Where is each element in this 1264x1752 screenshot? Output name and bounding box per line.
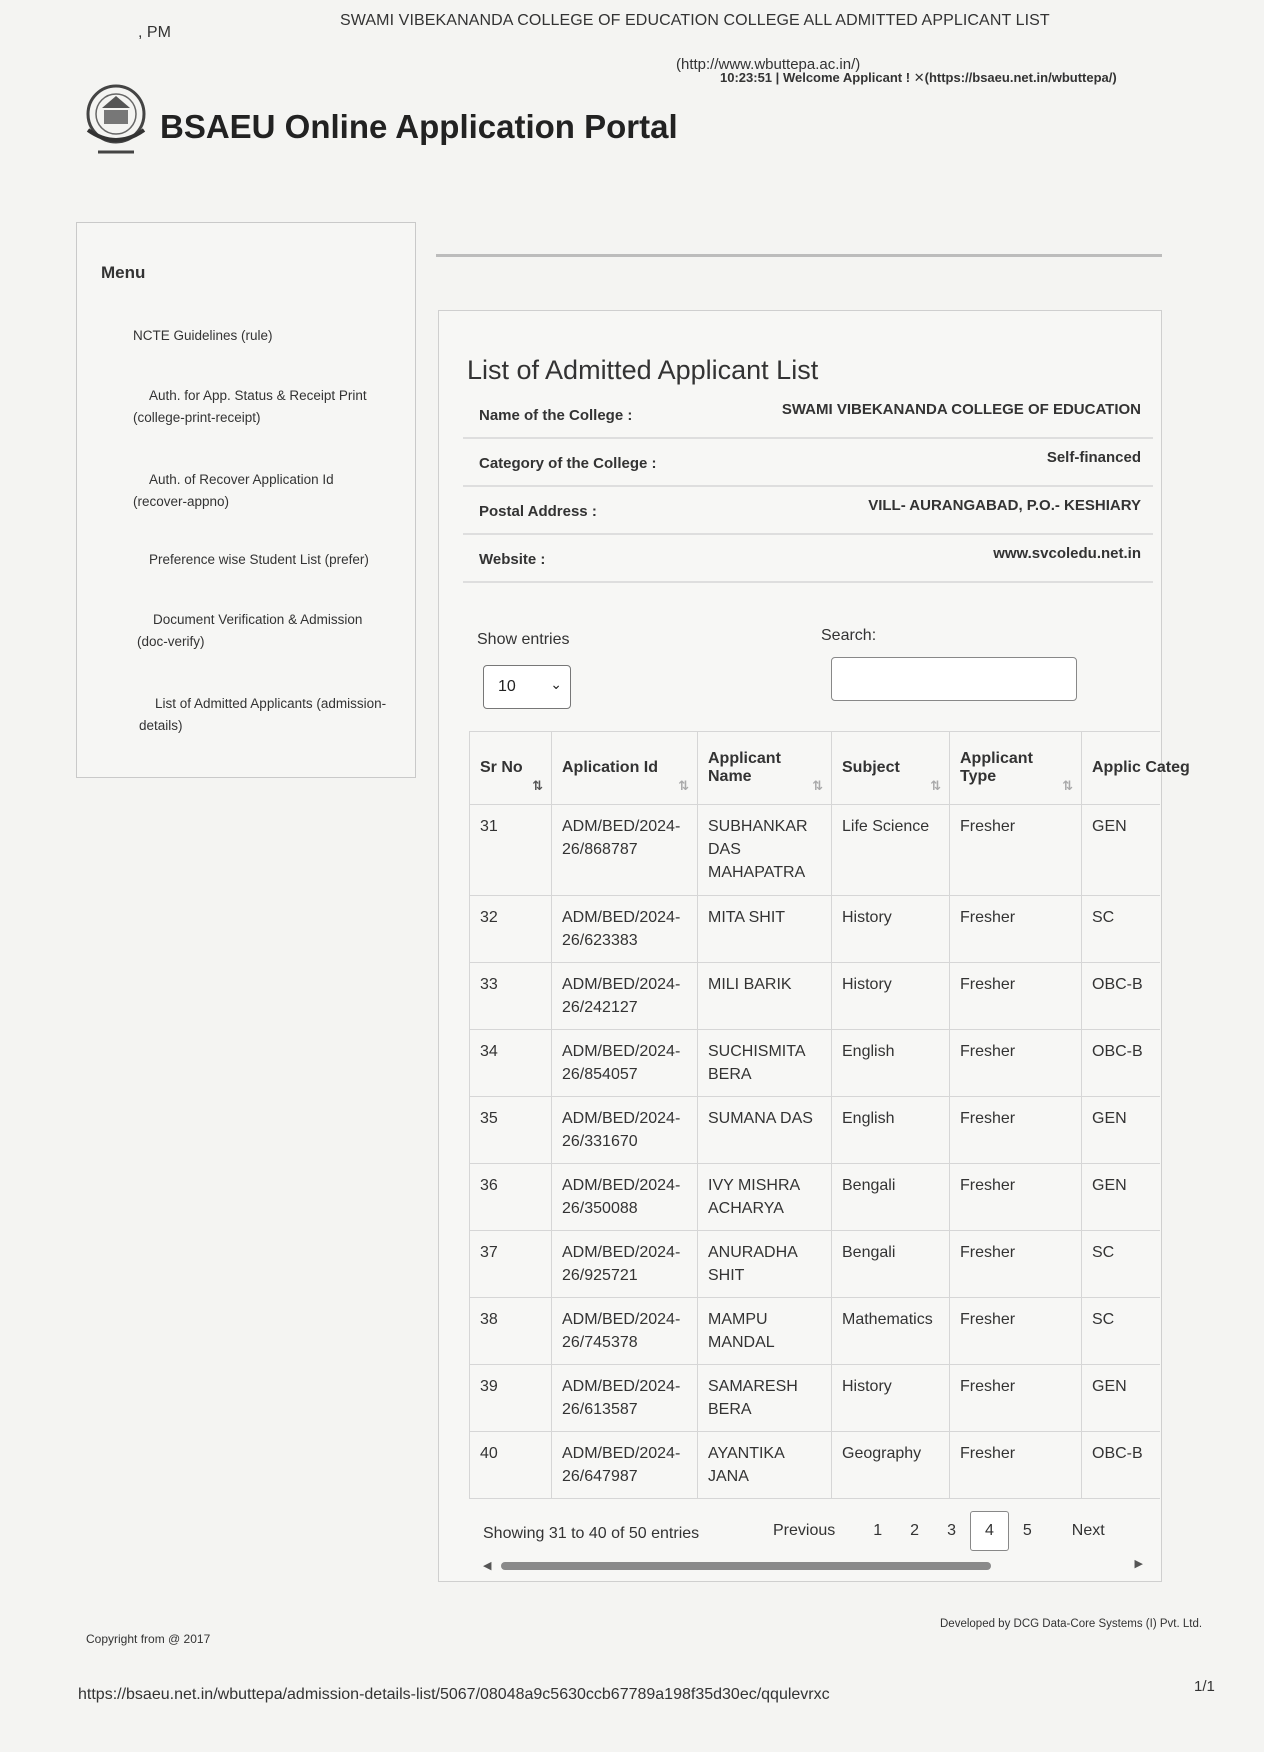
- divider: [436, 254, 1162, 257]
- portal-title: BSAEU Online Application Portal: [160, 108, 678, 145]
- table-row: 40 ADM/BED/2024-26/647987 AYANTIKA JANA Geography Fresher OBC-B: [470, 1432, 1160, 1499]
- admitted-list-panel: [438, 310, 1190, 1582]
- table-row: 39 ADM/BED/2024-26/613587 SAMARESH BERA History Fresher GEN: [470, 1365, 1160, 1432]
- print-title: SWAMI VIBEKANANDA COLLEGE OF EDUCATION COLLEGE ALL ADMITTED APPLICANT LIST: [340, 12, 1050, 29]
- info-row-college-category: Category of the College : Self-financed: [463, 437, 1153, 487]
- sort-arrows-icon: ⇅: [930, 778, 941, 793]
- previous-button[interactable]: Previous: [773, 1522, 836, 1539]
- next-button[interactable]: Next: [1071, 1522, 1105, 1539]
- sort-arrows-icon: ⇅: [812, 778, 823, 793]
- sort-arrows-icon: ⇅: [1062, 778, 1073, 793]
- table-row: 33 ADM/BED/2024-26/242127 MILI BARIK History Fresher OBC-B: [470, 963, 1160, 1030]
- menu-item-admitted-applicants[interactable]: List of Admitted Applicants (admission- details): [139, 696, 387, 733]
- admitted-applicants-table: [469, 731, 1190, 1499]
- page-button-4[interactable]: 4: [970, 1511, 1009, 1551]
- welcome-text: Welcome Applicant !: [782, 70, 911, 85]
- close-icon[interactable]: ✕: [913, 70, 925, 85]
- page-button-5[interactable]: 5: [1022, 1522, 1032, 1539]
- chevron-down-icon: ⌄: [550, 676, 562, 692]
- page-button-3[interactable]: 3: [947, 1522, 956, 1539]
- menu-item-preference-list[interactable]: Preference wise Student List (prefer): [149, 552, 369, 567]
- column-header-applicant-name[interactable]: Applicant Name ⇅: [698, 732, 832, 805]
- copyright: Copyright from @ 2017: [86, 1632, 211, 1646]
- menu-title: Menu: [101, 263, 146, 282]
- sort-arrows-icon: ⇅: [678, 778, 689, 793]
- pagination: [759, 1511, 1119, 1551]
- page-number: 1/1: [1194, 1678, 1215, 1695]
- portal-link[interactable]: (https://bsaeu.net.in/wbuttepa/): [924, 70, 1117, 85]
- scroll-right-icon[interactable]: ▶: [1134, 1558, 1143, 1570]
- menu-item-recover-appno[interactable]: Auth. of Recover Application Id (recover-appno): [133, 472, 334, 509]
- table-row: 32 ADM/BED/2024-26/623383 MITA SHIT History Fresher SC: [470, 896, 1160, 963]
- page-url: https://bsaeu.net.in/wbuttepa/admission-details-list/5067/08048a9c5630ccb67789a198f35d30ec/qqulevrxc: [78, 1686, 830, 1703]
- developer-credit: Developed by DCG Data-Core Systems (I) Pvt. Ltd.: [940, 1618, 1203, 1630]
- table-header-row: [470, 732, 1160, 805]
- separator: |: [775, 70, 780, 85]
- external-site-link[interactable]: (http://www.wbuttepa.ac.in/): [676, 56, 861, 73]
- search-input[interactable]: [831, 657, 1077, 701]
- table-row: 35 ADM/BED/2024-26/331670 SUMANA DAS English Fresher GEN: [470, 1097, 1160, 1164]
- table-row: 31 ADM/BED/2024-26/868787 SUBHANKAR DAS MAHAPATRA Life Science Fresher GEN: [470, 805, 1160, 896]
- column-header-subject[interactable]: Subject ⇅: [832, 732, 950, 805]
- page-button-1[interactable]: 1: [873, 1522, 883, 1539]
- showing-entries-info: Showing 31 to 40 of 50 entries: [483, 1525, 700, 1542]
- page-title: List of Admitted Applicant List: [467, 355, 819, 385]
- info-row-college-name: Name of the College : SWAMI VIBEKANANDA COLLEGE OF EDUCATION: [463, 389, 1153, 439]
- entries-select[interactable]: 10 ⌄: [483, 665, 571, 709]
- clock: 10:23:51: [720, 70, 773, 85]
- scrollbar-thumb[interactable]: [501, 1562, 991, 1570]
- scroll-left-icon[interactable]: ◀: [483, 1560, 492, 1572]
- show-entries-label: Show entries: [477, 631, 570, 648]
- search-label: Search:: [821, 627, 877, 644]
- sort-arrows-icon: ⇅: [532, 778, 543, 793]
- info-row-postal-address: Postal Address : VILL- AURANGABAD, P.O.- KESHIARY: [463, 485, 1153, 535]
- column-header-applicant-type[interactable]: Applicant Type ⇅: [950, 732, 1082, 805]
- column-header-sr-no[interactable]: Sr No ⇅: [470, 732, 552, 805]
- info-row-website: Website : www.svcoledu.net.in: [463, 533, 1153, 583]
- sidebar-menu: [76, 222, 416, 778]
- table-row: 37 ADM/BED/2024-26/925721 ANURADHA SHIT Bengali Fresher SC: [470, 1231, 1160, 1298]
- horizontal-scrollbar[interactable]: [483, 1559, 1143, 1573]
- table-row: 34 ADM/BED/2024-26/854057 SUCHISMITA BERA English Fresher OBC-B: [470, 1030, 1160, 1097]
- menu-item-receipt-print[interactable]: Auth. for App. Status & Receipt Print (college-print-receipt): [133, 388, 367, 425]
- column-header-application-id[interactable]: Aplication Id ⇅: [552, 732, 698, 805]
- print-time: , PM: [138, 24, 171, 41]
- page-button-2[interactable]: 2: [910, 1522, 920, 1539]
- university-seal-icon: [78, 74, 150, 166]
- top-meta: [720, 70, 1117, 86]
- menu-item-doc-verify[interactable]: Document Verification & Admission (doc-verify): [137, 612, 363, 649]
- table-row: 38 ADM/BED/2024-26/745378 MAMPU MANDAL Mathematics Fresher SC: [470, 1298, 1160, 1365]
- column-header-applicant-category[interactable]: Applic Categ: [1082, 732, 1160, 805]
- menu-item-ncte-guidelines[interactable]: NCTE Guidelines (rule): [133, 328, 273, 343]
- table-row: 36 ADM/BED/2024-26/350088 IVY MISHRA ACHARYA Bengali Fresher GEN: [470, 1164, 1160, 1231]
